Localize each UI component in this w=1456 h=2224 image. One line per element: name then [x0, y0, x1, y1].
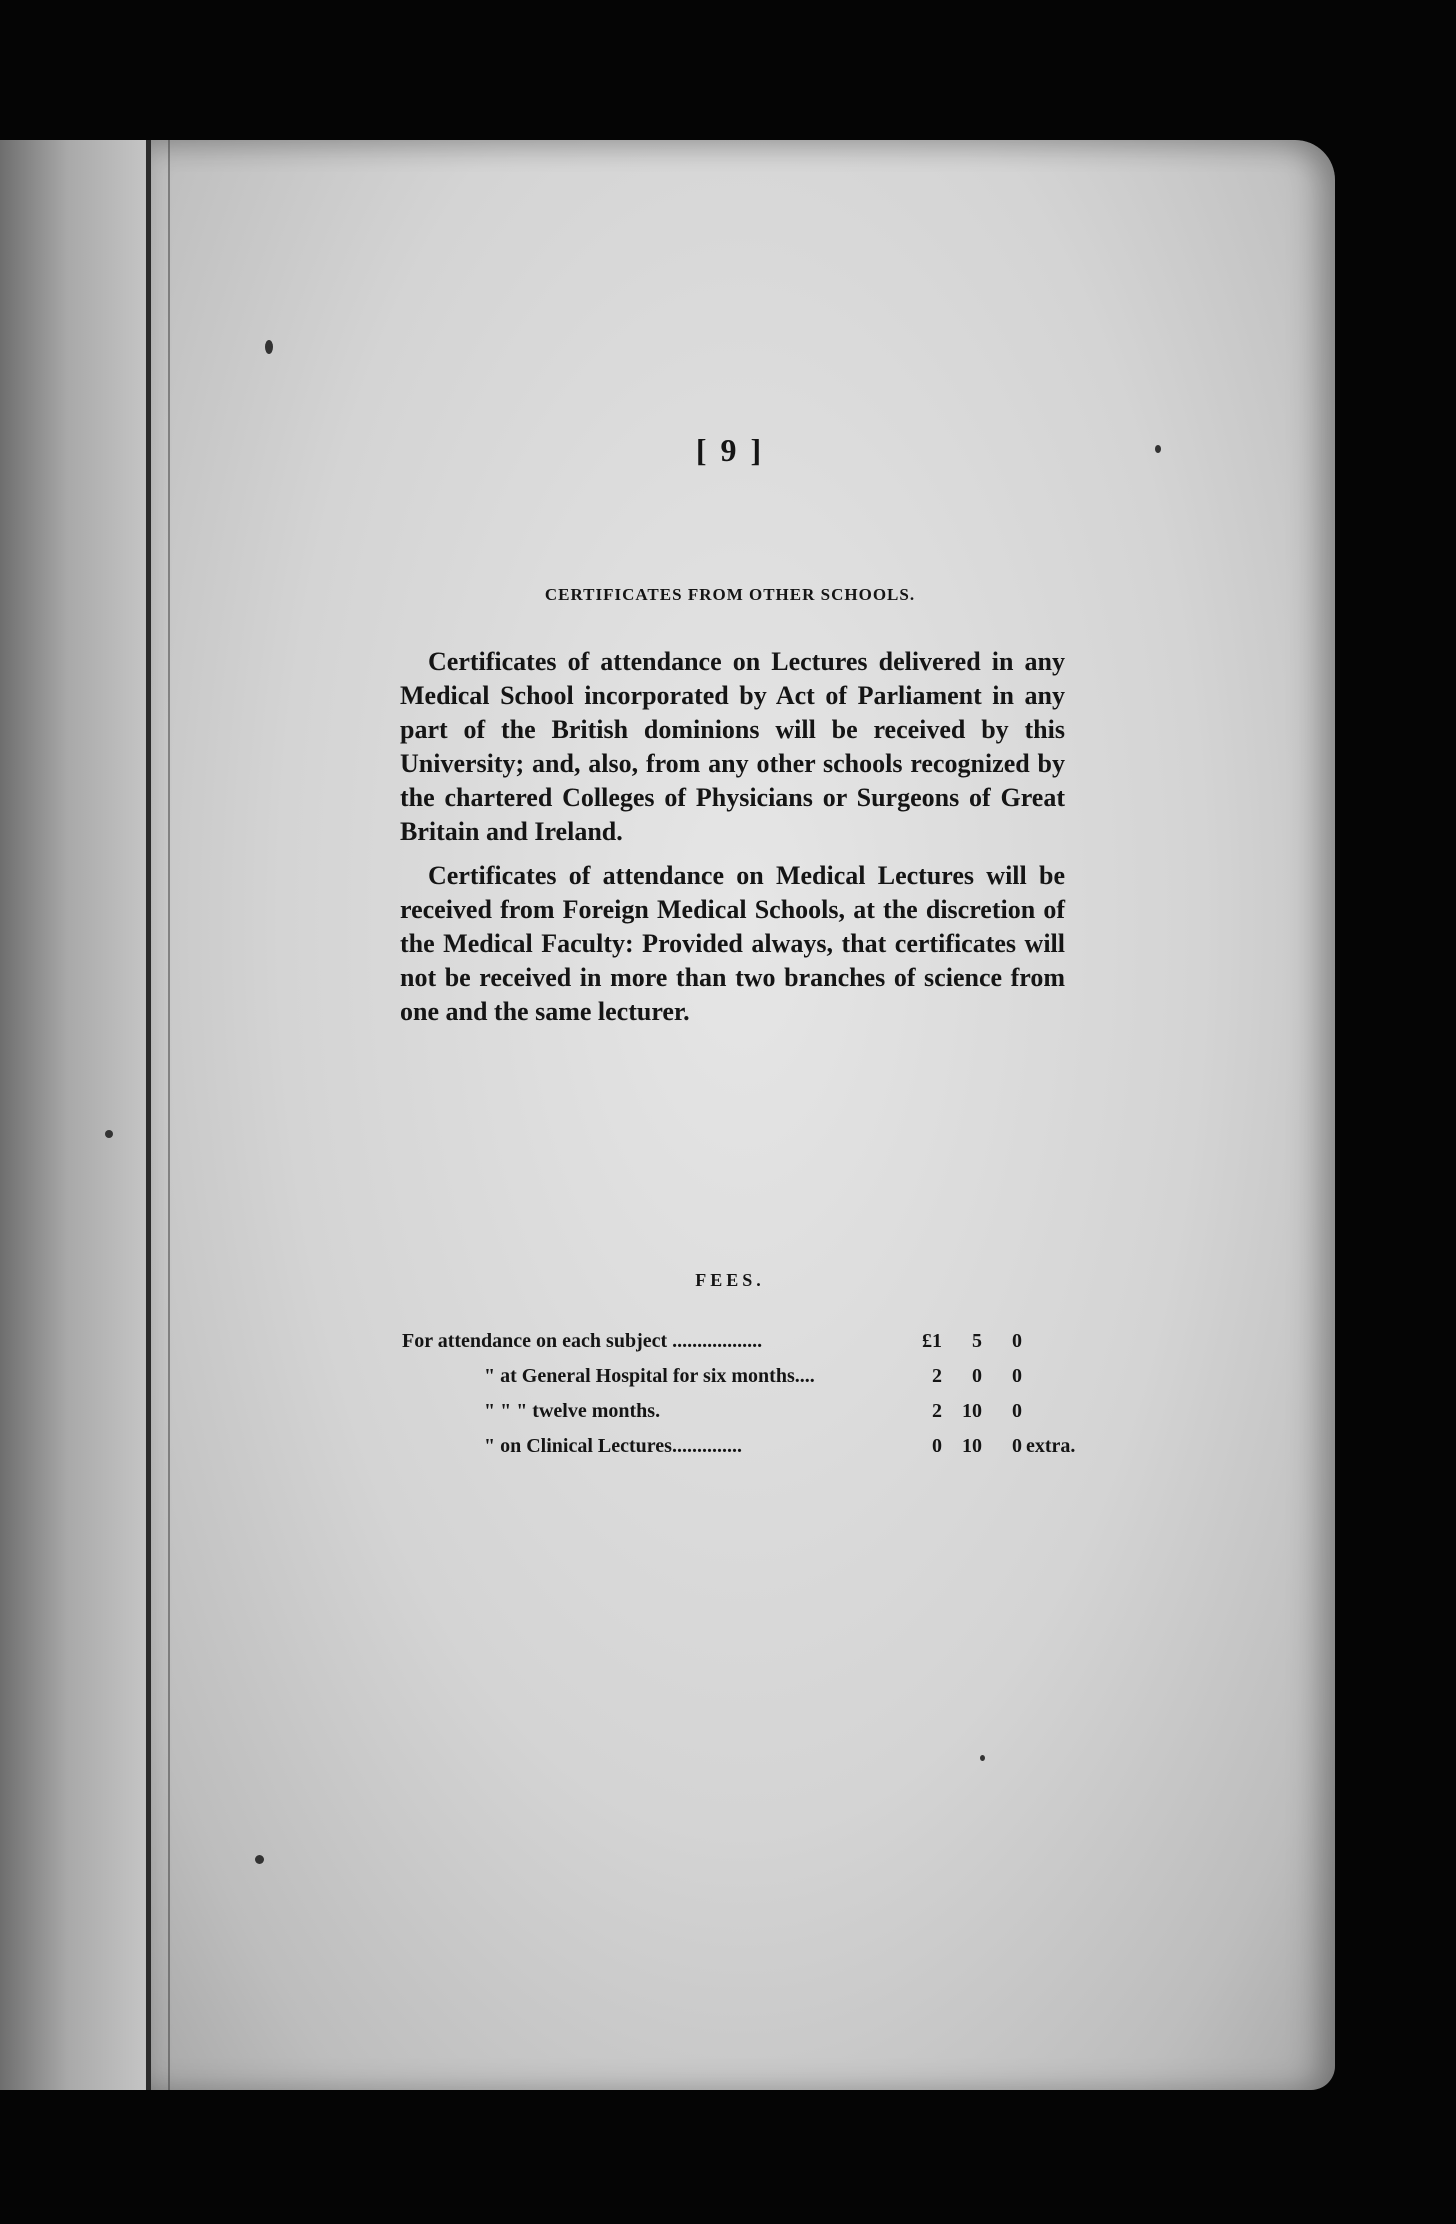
fee-shillings: 0 [972, 1365, 982, 1387]
ink-speck [105, 1130, 113, 1138]
fee-description: " at General Hospital for six months.... [484, 1365, 815, 1387]
binding-gutter [146, 140, 151, 2090]
fee-row [402, 1365, 1082, 1400]
fee-pounds: 2 [932, 1400, 942, 1422]
certificates-paragraph-2: Certificates of attendance on Medical Lectures will be received from Foreign Medical Schools, at the discretion of the Medical Faculty: Provided always, that certificates will not be received in more than two branches of science from one and the same lecturer. [400, 861, 1065, 1026]
ink-speck [265, 340, 273, 354]
ink-speck [255, 1855, 264, 1864]
fees-table [402, 1330, 1082, 1470]
page-number: [ 9 ] [695, 432, 765, 468]
fees-heading: FEES. [695, 1270, 765, 1290]
fee-pence: 0 [1012, 1330, 1022, 1352]
certificates-paragraph-1: Certificates of attendance on Lectures delivered in any Medical School incorporated by Act of Parliament in any part of the British dominions will be received by this University; and, also, from any other schools recognized by the chartered Colleges of Physicians or Surgeons of Great Britain and Ireland. [400, 647, 1065, 846]
facing-page-edge [0, 140, 170, 2090]
fee-pounds: 0 [932, 1435, 942, 1457]
ink-speck [980, 1755, 985, 1761]
fee-row [402, 1435, 1082, 1470]
fee-row [402, 1400, 1082, 1435]
fee-pence: 0 [1012, 1400, 1022, 1422]
fee-pounds: 2 [932, 1365, 942, 1387]
fee-pence: 0 [1012, 1365, 1022, 1387]
fee-shillings: 10 [962, 1400, 982, 1422]
fee-row [402, 1330, 1082, 1365]
fee-description: For attendance on each subject .................. [402, 1330, 763, 1352]
page-fold [168, 140, 170, 2090]
fee-pence: 0 [1012, 1435, 1022, 1457]
fee-shillings: 10 [962, 1435, 982, 1457]
fee-description: " " " twelve months. [484, 1400, 661, 1422]
fee-shillings: 5 [972, 1330, 982, 1352]
certificates-heading: CERTIFICATES FROM OTHER SCHOOLS. [544, 585, 916, 604]
ink-speck [1155, 445, 1161, 453]
fee-pounds: £1 [922, 1330, 942, 1352]
fee-extra: extra. [1026, 1435, 1076, 1457]
certificates-body [400, 645, 1065, 1039]
fee-description: " on Clinical Lectures.............. [484, 1435, 742, 1457]
